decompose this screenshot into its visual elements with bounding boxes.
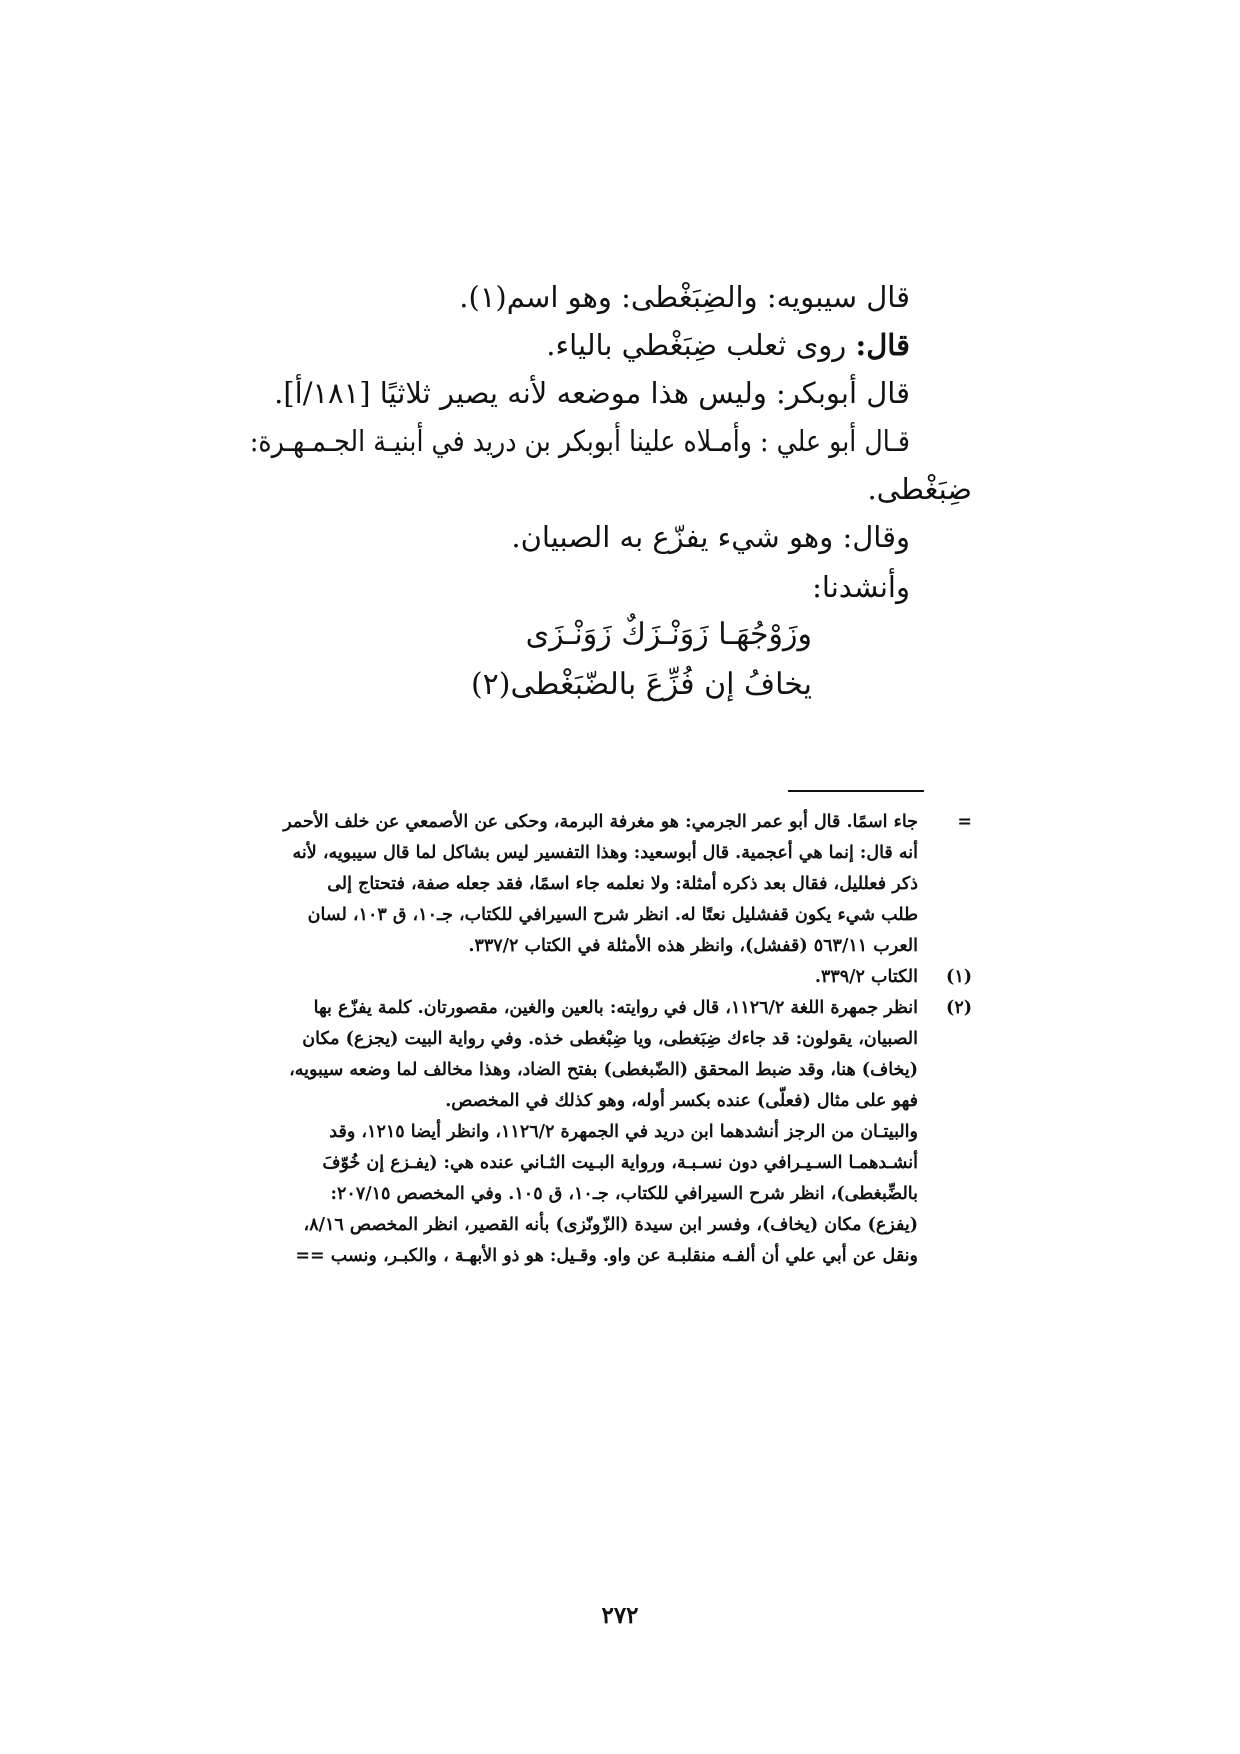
body-line-3: قال أبوبكر: وليس هذا موضعه لأنه يصير ثلاثيًا [١٨١/أ]. [274,376,910,410]
footnote-2-line: انظر جمهرة اللغة ١١٢٦/٢، قال في روايته: بالعين والغين، مقصورتان. كلمة يفزّع بها [313,998,918,1018]
footnote-separator [788,790,924,792]
footnote-2-line: (يخاف) هنا، وقد ضبط المحقق (الضّبغطى) بفتح الضاد، وهذا مخالف لما وضعه سيبويه، [289,1060,918,1080]
footnote-cont-line: أنه قال: إنما هي أعجمية. قال أبوسعيد: وهذا التفسير ليس بشاكل لما قال سيبويه، لأنه [292,843,918,863]
footnote-cont-line: طلب شيء يكون قفشليل نعتًا له. انظر شرح السيرافي للكتاب، جـ١٠، ق ١٠٣، لسان [307,905,918,925]
footnote-2-line: والبيتـان من الرجز أنشدهما ابن دريد في الجمهرة ١١٢٦/٢، وانظر أيضا ١٢١٥، وقد [329,1122,918,1142]
body-line-6: وقال: وهو شيء يفزّع به الصبيان. [511,520,910,554]
page-number: ٢٧٢ [601,1602,639,1629]
body-line-2 [546,320,910,370]
body-line-1: قال سيبويه: والضِبَغْطى: وهو اسم(١). [459,280,910,314]
body-line-7: وأنشدنا: [812,570,910,604]
qala-bold: قال: [855,328,910,362]
footnote-cont-line: ذكر فعلليل، فقال بعد ذكره أمثلة: ولا نعلمه جاء اسمًا، فقد جعله صفة، فتحتاج إلى [327,874,918,894]
footnote-2-line: (يفزع) مكان (يخاف)، وفسر ابن سيدة (الزّونّزى) بأنه القصير، انظر المخصص ٨/١٦، [303,1215,918,1235]
verse-line-2: يخافُ إن فُزِّعَ بالضّبَغْطى(٢) [470,667,812,702]
footnote-continuation-marker: = [957,812,972,832]
verse-line-1: وزَوْجُهَـا زَوَنْـزَكٌ زَوَنْـزَى [525,617,812,652]
footnote-2-line: الصبيان، يقولون: قد جاءك ضِبَغطى، ويا ضِبْغطى خذه. وفي رواية البيت (يجزع) مكان [302,1029,918,1049]
body-line-4: قـال أبو علي : وأمـلاه علينا أبوبكر بن دريد في أبنيـة الجـمـهـرة: [249,424,910,458]
body-line-2-rest: روى ثعلب ضِبَغْطي بالياء. [546,328,856,362]
body-line-5: ضِبَغْطى. [867,472,972,506]
footnote-2-number: (٢) [946,998,972,1018]
footnote-1-number: (١) [946,967,972,987]
footnote-2-line: ونقل عن أبي علي أن ألفـه منقلبـة عن واو. وقـيل: هو ذو الأبهـة ، والكبـر، ونسب == [295,1246,918,1266]
footnote-2-line: فهو على مثال (فعلّى) عنده بكسر أوله، وهو كذلك في المخصص. [445,1091,918,1111]
footnote-2-line: بالضِّبغطى)، انظر شرح السيرافي للكتاب، جـ١٠، ق ١٠٥. وفي المخصص ٢٠٧/١٥: [330,1184,918,1204]
footnote-cont-line: جاء اسمًا. قال أبو عمر الجرمي: هو مغرفة البرمة، وحكى عن الأصمعي عن خلف الأحمر [283,812,918,832]
footnote-cont-line: العرب ٥٦٣/١١ (قفشل)، وانظر هذه الأمثلة في الكتاب ٣٣٧/٢. [468,936,918,956]
footnote-1-text: الكتاب ٣٣٩/٢. [814,967,918,987]
footnote-2-line: أنشـدهمـا السـيـرافي دون نسـبـة، ورواية البـيت الثـاني عنده هي: (يفـزع إن خُوّفَ [322,1153,918,1173]
